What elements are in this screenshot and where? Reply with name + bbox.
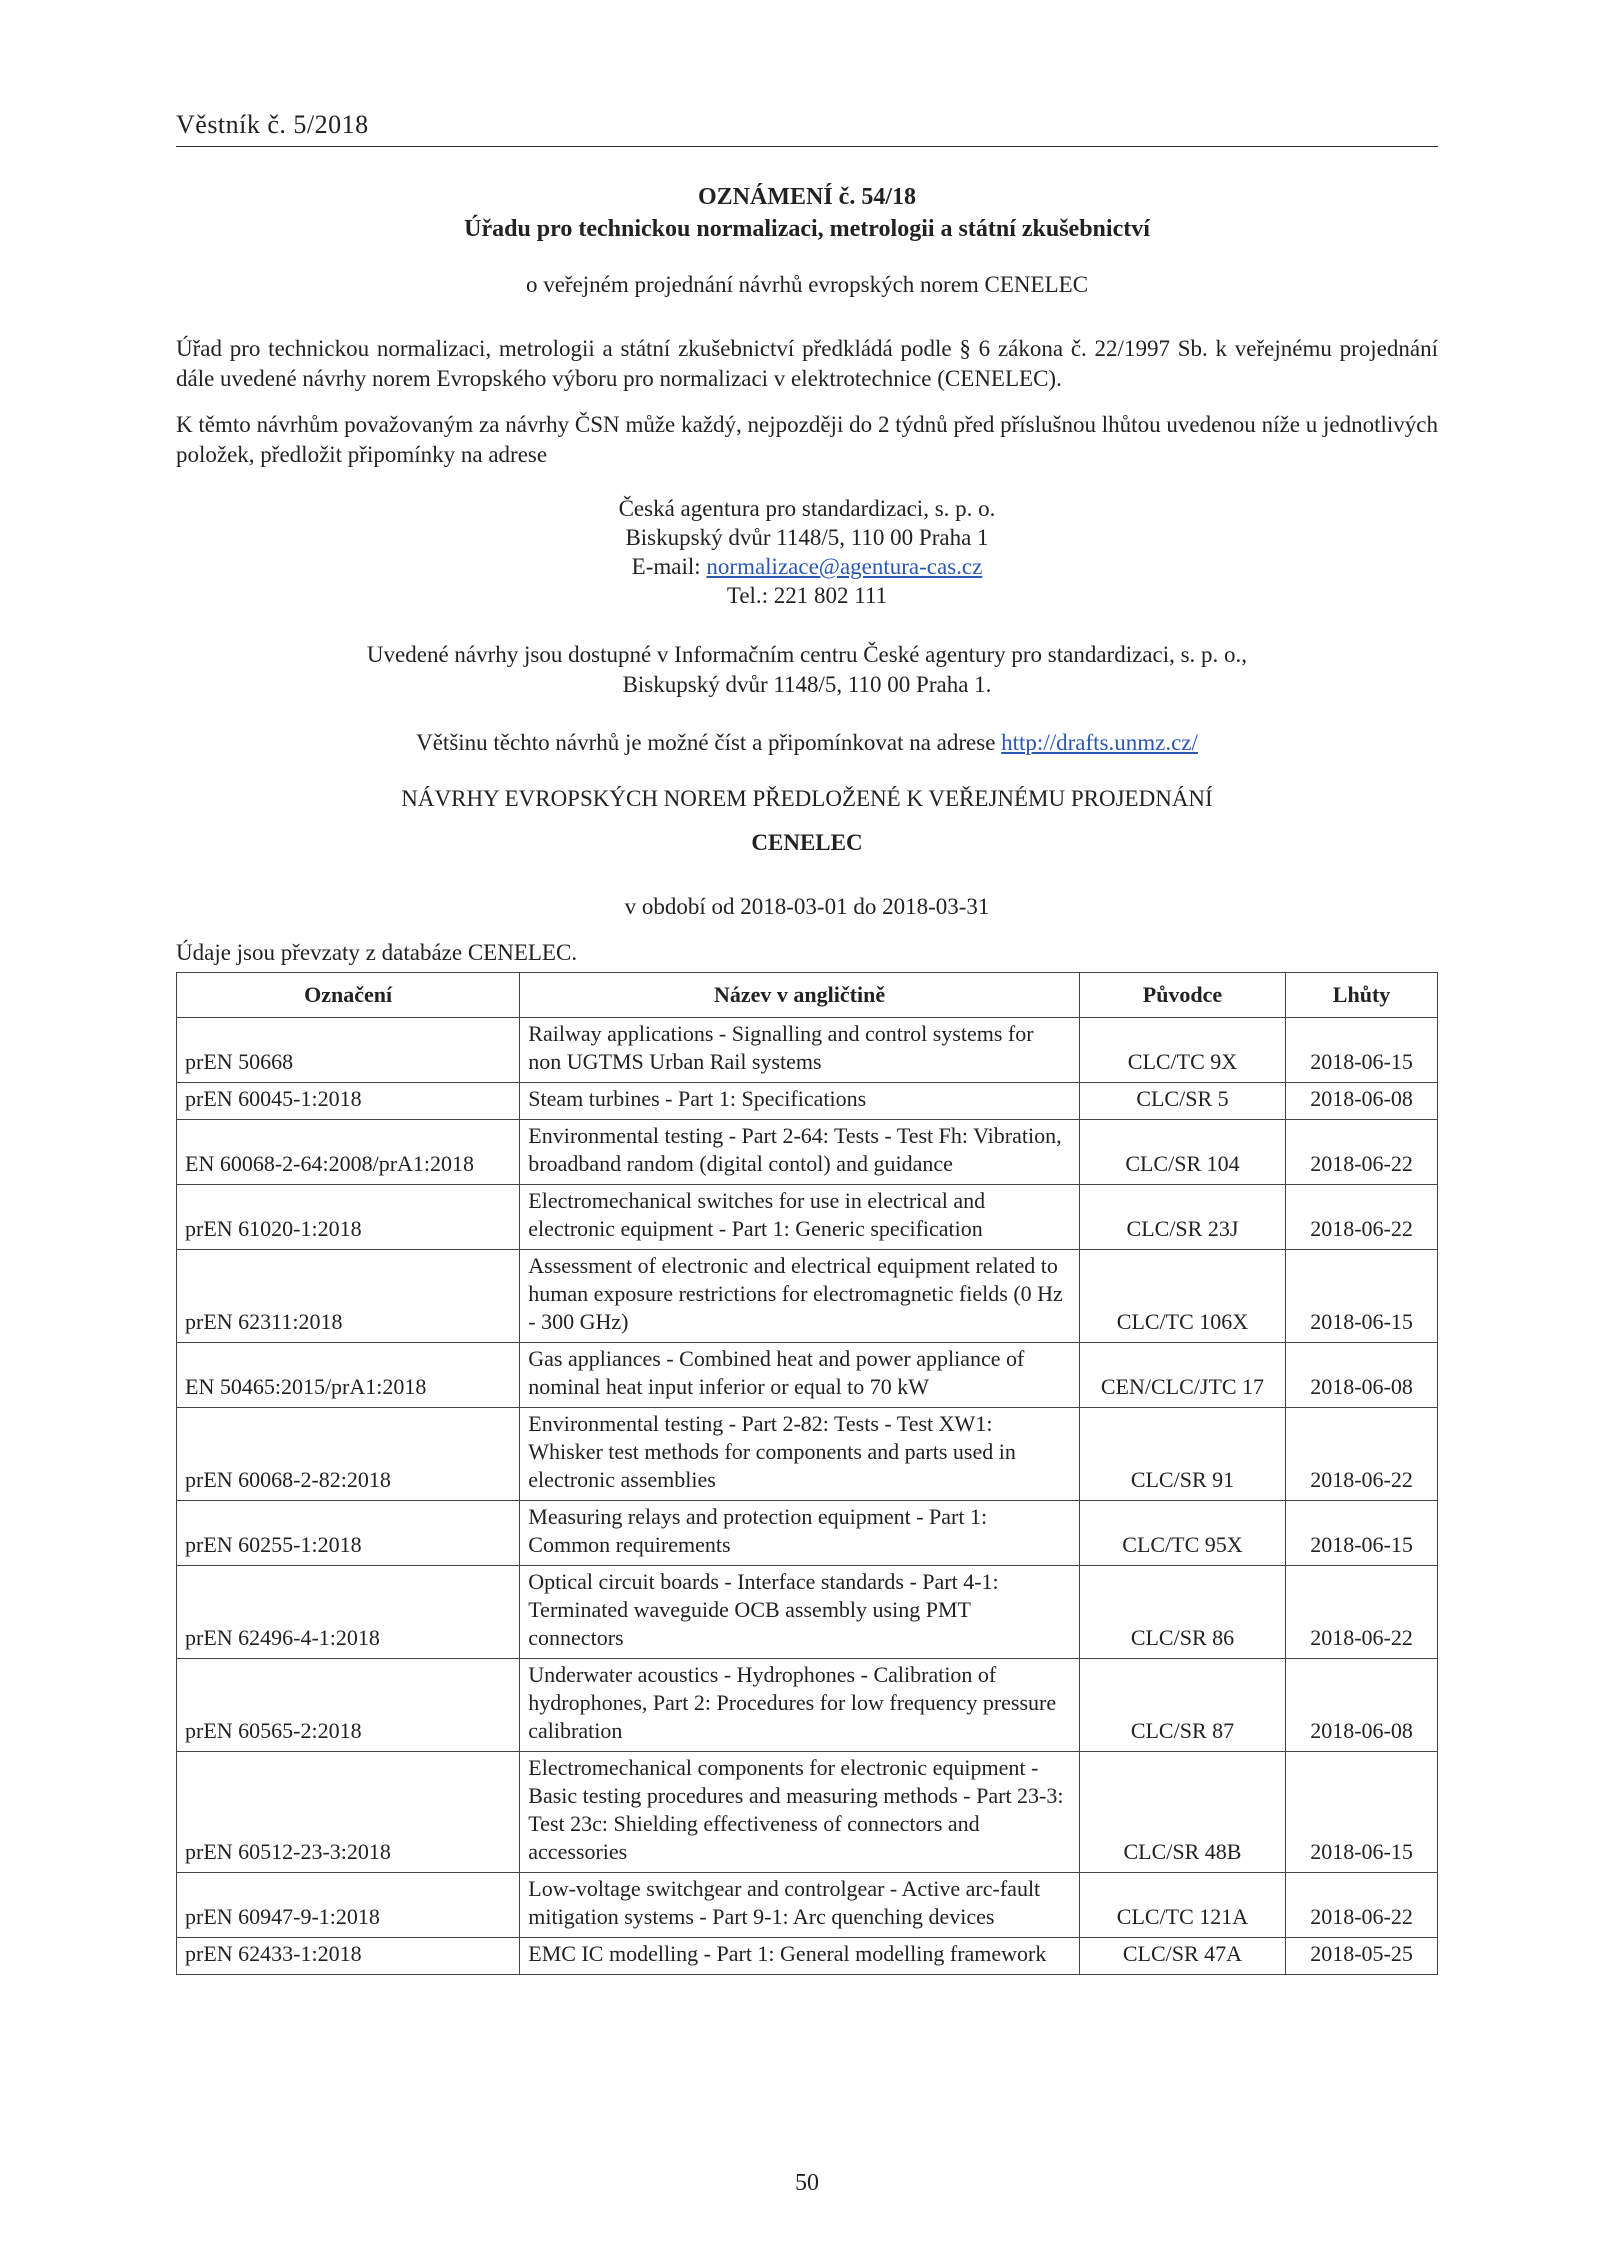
drafts-line <box>176 730 1438 756</box>
cell-title: Environmental testing - Part 2-64: Tests - Test Fh: Vibration, broadband random (digital contol) and guidance <box>520 1120 1080 1185</box>
cell-originator: CLC/TC 95X <box>1079 1501 1285 1566</box>
cell-originator: CLC/SR 23J <box>1079 1185 1285 1250</box>
page-number: 50 <box>795 2170 819 2196</box>
table-row <box>177 1083 1438 1120</box>
running-header: Věstník č. 5/2018 <box>176 110 369 139</box>
availability-line-2: Biskupský dvůr 1148/5, 110 00 Praha 1. <box>622 672 992 697</box>
table-row <box>177 1873 1438 1938</box>
cell-code: prEN 50668 <box>177 1018 520 1083</box>
section-org: CENELEC <box>751 830 863 855</box>
availability-line-1: Uvedené návrhy jsou dostupné v Informačním centru České agentury pro standardizaci, s. p. o., <box>366 642 1248 667</box>
cell-originator: CLC/TC 9X <box>1079 1018 1285 1083</box>
notice-title: OZNÁMENÍ č. 54/18 <box>698 184 916 210</box>
address-email-line <box>176 552 1438 581</box>
table-row <box>177 1250 1438 1343</box>
cell-code: EN 50465:2015/prA1:2018 <box>177 1343 520 1408</box>
cell-deadline: 2018-06-15 <box>1286 1501 1438 1566</box>
cell-originator: CLC/TC 106X <box>1079 1250 1285 1343</box>
cell-code: prEN 60947-9-1:2018 <box>177 1873 520 1938</box>
table-header-row <box>177 973 1438 1018</box>
cell-title: Optical circuit boards - Interface standards - Part 4-1: Terminated waveguide OCB assembly using PMT connectors <box>520 1566 1080 1659</box>
email-link[interactable]: normalizace@agentura-cas.cz <box>706 554 983 579</box>
email-label: E-mail: <box>631 554 707 579</box>
cell-code: prEN 60045-1:2018 <box>177 1083 520 1120</box>
table-row <box>177 1501 1438 1566</box>
cell-title: Underwater acoustics - Hydrophones - Calibration of hydrophones, Part 2: Procedures for low frequency pressure calibration <box>520 1659 1080 1752</box>
cell-code: prEN 60512-23-3:2018 <box>177 1752 520 1873</box>
cell-deadline: 2018-05-25 <box>1286 1938 1438 1975</box>
address-phone: Tel.: 221 802 111 <box>726 583 888 608</box>
drafts-link[interactable]: http://drafts.unmz.cz/ <box>1001 730 1198 755</box>
table-row <box>177 1343 1438 1408</box>
cell-originator: CLC/SR 47A <box>1079 1938 1285 1975</box>
table-row <box>177 1408 1438 1501</box>
cell-originator: CLC/SR 86 <box>1079 1566 1285 1659</box>
header-title: Název v angličtině <box>520 973 1080 1018</box>
cell-code: prEN 62311:2018 <box>177 1250 520 1343</box>
cell-title: EMC IC modelling - Part 1: General modelling framework <box>520 1938 1080 1975</box>
cell-originator: CLC/SR 91 <box>1079 1408 1285 1501</box>
cell-originator: CLC/SR 48B <box>1079 1752 1285 1873</box>
cell-deadline: 2018-06-15 <box>1286 1250 1438 1343</box>
drafts-text: Většinu těchto návrhů je možné číst a připomínkovat na adrese <box>416 730 1002 755</box>
cell-code: prEN 60255-1:2018 <box>177 1501 520 1566</box>
cell-title: Assessment of electronic and electrical equipment related to human exposure restrictions for electromagnetic fields (0 Hz - 300 GHz) <box>520 1250 1080 1343</box>
header-code: Označení <box>177 973 520 1018</box>
cell-deadline: 2018-06-08 <box>1286 1343 1438 1408</box>
cell-title: Low-voltage switchgear and controlgear - Active arc-fault mitigation systems - Part 9-1: Arc quenching devices <box>520 1873 1080 1938</box>
cell-deadline: 2018-06-22 <box>1286 1120 1438 1185</box>
address-street: Biskupský dvůr 1148/5, 110 00 Praha 1 <box>625 525 989 550</box>
cell-deadline: 2018-06-08 <box>1286 1083 1438 1120</box>
section-title: NÁVRHY EVROPSKÝCH NOREM PŘEDLOŽENÉ K VEŘEJNÉMU PROJEDNÁNÍ <box>401 786 1213 811</box>
cell-code: prEN 60565-2:2018 <box>177 1659 520 1752</box>
cell-deadline: 2018-06-22 <box>1286 1566 1438 1659</box>
cell-title: Electromechanical switches for use in electrical and electronic equipment - Part 1: Generic specification <box>520 1185 1080 1250</box>
header-originator: Původce <box>1079 973 1285 1018</box>
cell-title: Environmental testing - Part 2-82: Tests - Test XW1: Whisker test methods for components and parts used in electronic assemblies <box>520 1408 1080 1501</box>
cell-originator: CLC/SR 87 <box>1079 1659 1285 1752</box>
cell-originator: CEN/CLC/JTC 17 <box>1079 1343 1285 1408</box>
cell-originator: CLC/SR 104 <box>1079 1120 1285 1185</box>
cell-code: prEN 62496-4-1:2018 <box>177 1566 520 1659</box>
notice-subject: o veřejném projednání návrhů evropských norem CENELEC <box>525 272 1089 297</box>
cell-originator: CLC/SR 5 <box>1079 1083 1285 1120</box>
cell-code: prEN 62433-1:2018 <box>177 1938 520 1975</box>
cell-originator: CLC/TC 121A <box>1079 1873 1285 1938</box>
header-deadline: Lhůty <box>1286 973 1438 1018</box>
cell-deadline: 2018-06-15 <box>1286 1752 1438 1873</box>
cell-title: Gas appliances - Combined heat and power appliance of nominal heat input inferior or equal to 70 kW <box>520 1343 1080 1408</box>
cell-deadline: 2018-06-15 <box>1286 1018 1438 1083</box>
address-org: Česká agentura pro standardizaci, s. p. o. <box>618 496 996 521</box>
drafts-table <box>176 972 1438 1975</box>
notice-authority: Úřadu pro technickou normalizaci, metrologii a státní zkušebnictví <box>464 216 1150 242</box>
comments-paragraph: K těmto návrhům považovaným za návrhy ČSN může každý, nejpozději do 2 týdnů před příslušnou lhůtou uvedenou níže u jednotlivých položek, předložit připomínky na adrese <box>176 412 1438 467</box>
table-row <box>177 1659 1438 1752</box>
table-row <box>177 1018 1438 1083</box>
cell-title: Railway applications - Signalling and control systems for non UGTMS Urban Rail systems <box>520 1018 1080 1083</box>
cell-title: Measuring relays and protection equipment - Part 1: Common requirements <box>520 1501 1080 1566</box>
table-row <box>177 1185 1438 1250</box>
cell-deadline: 2018-06-22 <box>1286 1185 1438 1250</box>
table-row <box>177 1752 1438 1873</box>
header-rule <box>176 146 1438 147</box>
cell-title: Steam turbines - Part 1: Specifications <box>520 1083 1080 1120</box>
source-note: Údaje jsou převzaty z databáze CENELEC. <box>176 940 578 965</box>
cell-title: Electromechanical components for electronic equipment - Basic testing procedures and measuring methods - Part 23-3: Test 23c: Shielding effectiveness of connectors and accessories <box>520 1752 1080 1873</box>
cell-code: EN 60068-2-64:2008/prA1:2018 <box>177 1120 520 1185</box>
cell-code: prEN 61020-1:2018 <box>177 1185 520 1250</box>
cell-deadline: 2018-06-22 <box>1286 1873 1438 1938</box>
table-row <box>177 1120 1438 1185</box>
cell-deadline: 2018-06-22 <box>1286 1408 1438 1501</box>
table-row <box>177 1566 1438 1659</box>
period-line: v období od 2018-03-01 do 2018-03-31 <box>624 894 990 919</box>
cell-deadline: 2018-06-08 <box>1286 1659 1438 1752</box>
intro-paragraph: Úřad pro technickou normalizaci, metrologii a státní zkušebnictví předkládá podle § 6 zákona č. 22/1997 Sb. k veřejnému projednání dále uvedené návrhy norem Evropského výboru pro normalizaci v elektrotechnice (CENELEC). <box>176 336 1438 391</box>
table-row <box>177 1938 1438 1975</box>
cell-code: prEN 60068-2-82:2018 <box>177 1408 520 1501</box>
address-block <box>176 494 1438 610</box>
availability-block <box>176 640 1438 700</box>
